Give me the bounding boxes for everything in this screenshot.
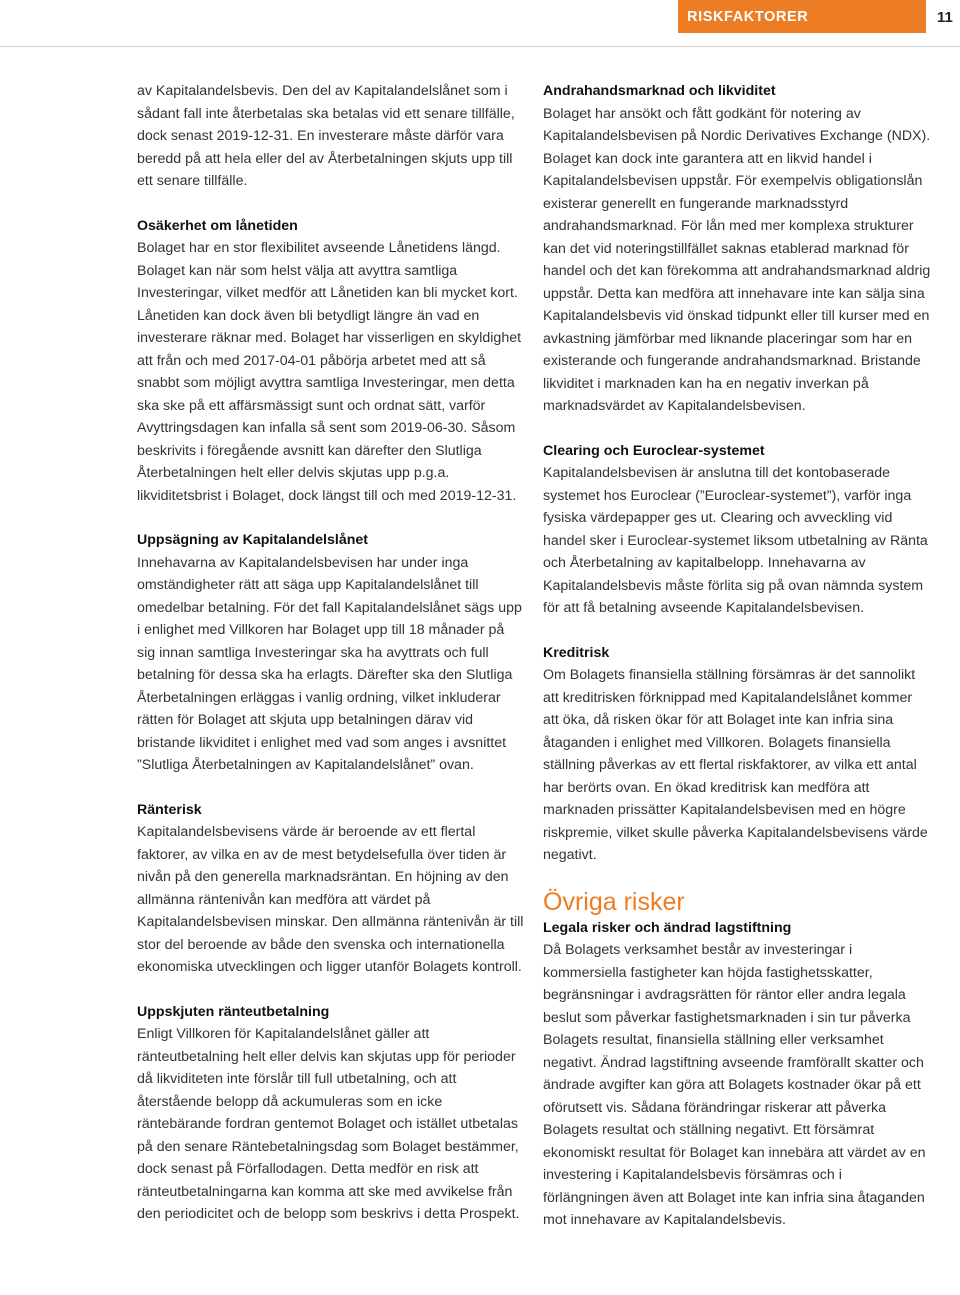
heading-credit-risk: Kreditrisk — [543, 644, 610, 661]
body-interest-risk: Kapitalandelsbevisens värde är beroende av ett flertal faktorer, av vilka en av de mest betydelsefulla över tiden är nivån på den generella marknadsräntan. En höjning av den allmänna räntenivån kan medföra att värdet på Kapitalandelsbevisen minskar. Den allmänna räntenivån är till stor del beroende av både den svenska och internationella ekonomiska utvecklingen och ligger utanför Bolagets kontroll. — [137, 824, 524, 975]
heading-loan-term: Osäkerhet om lånetiden — [137, 217, 298, 234]
heading-legal-risks: Legala risker och ändrad lagstiftning — [543, 919, 792, 936]
body-credit-risk: Om Bolagets finansiella ställning försämras är det sannolikt att kreditrisken förknippad med Kapitalandelslånet kommer att öka, då risken ökar för att Bolaget inte kan infria sina åtaganden i enlighet med Villkoren. Bolagets finansiella ställning påverkas av ett flertal riskfaktorer, av vilka ett antal har berörts ovan. En ökad kreditrisk kan medföra att marknaden prissätter Kapitalandelsbevisen med en högre riskpremie, vilket skulle påverka Kapitalandelsbevisens värde negativt. — [543, 667, 928, 863]
heading-interest-risk: Ränterisk — [137, 801, 202, 818]
header-divider — [0, 46, 960, 47]
body-loan-term: Bolaget har en stor flexibilitet avseende Lånetidens längd. Bolaget kan när som helst välja att avyttra samtliga Investeringar, vilket medför att Lånetiden kan bli mycket kort. Lånetiden kan dock även bli betydligt längre än vad en investerare räknar med. Bolaget har visserligen en skyldighet att från och med 2017-04-01 påbörja arbetet med att så snabbt som möjligt avyttra samtliga Investeringar, men detta ska ske på ett affärsmässigt sunt och ordnat sätt, varför Avyttringsdagen kan infalla så sent som 2019-06-30. Såsom beskrivits i föregående avsnitt kan därefter den Slutliga Återbetalningen helt eller delvis skjutas upp p.g.a. likviditetsbrist i Bolaget, dock längst till och med 2019-12-31. — [137, 240, 522, 504]
intro-paragraph: av Kapitalandelsbevis. Den del av Kapitalandelslånet som i sådant fall inte återbetalas ska betalas vid ett senare tillfälle, dock senast 2019-12-31. En investerare måste därför vara beredd på att hela eller del av Återbetalningen skjuts upp till ett senare tillfälle. — [137, 83, 515, 189]
body-termination: Innehavarna av Kapitalandelsbevisen har under inga omständigheter rätt att säga upp Kapitalandelslånet till omedelbar betalning. För det fall Kapitalandelslånet sägs upp i enlighet med Villkoren har Bolaget upp till 18 månader på sig innan samtliga Investeringar ska ha avyttrats och full betalning för dessa ska ha erlagts. Därefter ska den Slutliga Återbetalningen erläggas i vanlig ordning, vilket inkluderar rätten för Bolaget att skjuta upp betalningen därav vid bristande likviditet i enlighet med vad som anges i avsnittet ”Slutliga Återbetalningen av Kapitalandelslånet” ovan. — [137, 554, 522, 773]
section-header-tab: RISKFAKTORER — [678, 0, 926, 33]
page-number: 11 — [937, 9, 953, 26]
section-title-other-risks: Övriga risker — [543, 887, 685, 916]
heading-clearing: Clearing och Euroclear-systemet — [543, 442, 765, 459]
body-clearing: Kapitalandelsbevisen är anslutna till det kontobaserade systemet hos Euroclear (”Euroclear-systemet”), varför inga fysiska värdepapper ges ut. Clearing och avveckling vid handel sker i Euroclear-systemet liksom utbetalning av Ränta och Återbetalning av kapitalbelopp. Innehavarna av Kapitalandelsbevis måste förlita sig på ovan nämnda system för att få betalning avseende Kapitalandelsbevisen. — [543, 465, 928, 616]
heading-secondary-market: Andrahandsmarknad och likviditet — [543, 83, 776, 99]
body-deferred-interest: Enligt Villkoren för Kapitalandelslånet gäller att ränteutbetalning helt eller delvis kan skjutas upp för perioder då likviditeten inte förslår till full utbetalning, och att återstående belopp då ackumuleras som en icke räntebärande fordran gentemot Bolaget och istället utbetalas på den senare Räntebetalningsdag som Bolaget bestämmer, dock senast på Förfallodagen. Detta medför en risk att ränteutbetalningarna kan komma att ske med avvikelse från den periodicitet och de belopp som beskrivs i detta Prospekt. — [137, 1026, 520, 1222]
body-secondary-market: Bolaget har ansökt och fått godkänt för notering av Kapitalandelsbevisen på Nordic Derivatives Exchange (NDX). Bolaget kan dock inte garantera att en likvid handel i Kapitalandelsbevisen uppstår. För exempelvis obligationslån existerar generellt en fungerande marknadsstyrd andrahandsmarknad. För lån med mer komplexa strukturer kan det vid noteringstillfället saknas etablerad marknad för handel och det kan förekomma att andrahandsmarknad aldrig uppstår. Detta kan medföra att innehavare inte kan sälja sina Kapitalandelsbevis vid önskad tidpunkt eller till kurser med en avkastning jämförbar med liknande placeringar som har en existerande och fungerande andrahandsmarknad. Bristande likviditet i marknaden kan ha en negativ inverkan på marknadsvärdet av Kapitalandelsbevisen. — [543, 105, 931, 414]
right-column — [543, 80, 931, 1232]
heading-termination: Uppsägning av Kapitalandelslånet — [137, 532, 368, 548]
heading-deferred-interest: Uppskjuten ränteutbetalning — [137, 1003, 330, 1020]
body-legal-risks: Då Bolagets verksamhet består av investeringar i kommersiella fastigheter kan höjda fastighetsskatter, begränsningar i avdragsrätten för räntor eller andra legala beslut som påverkar fastighetsmarknaden i sin tur påverka Bolagets resultat, finansiella ställning eller verksamhet negativt. Ändrad lagstiftning avseende framförallt skatter och ändrade avgifter kan göra att Bolagets kostnader ökar på ett oförutsett vis. Sådana förändringar riskerar att påverka Bolagets resultat och ställning negativt. Ett försämrat ekonomiskt resultat för Bolaget kan innebära att värdet av en investering i Kapitalandelsbevis försämras och i förlängningen även att Bolaget inte kan infria sina åtaganden mot innehavare av Kapitalandelsbevis. — [543, 942, 926, 1228]
left-column — [137, 80, 525, 1226]
